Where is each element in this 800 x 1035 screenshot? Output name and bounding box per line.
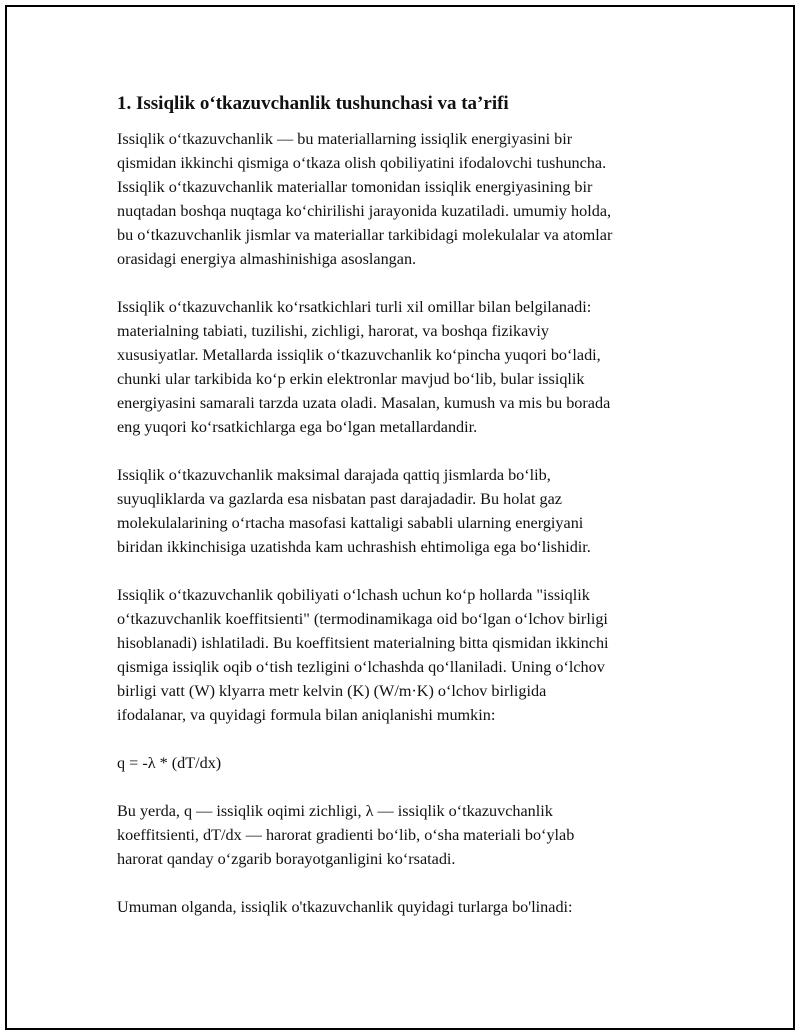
text-line: Issiqlik o‘tkazuvchanlik materiallar tomonidan issiqlik energiyasining bir [117, 178, 593, 196]
paragraph-coefficient [117, 583, 687, 727]
text-line: birligi vatt (W) klyarra metr kelvin (K) (W/m·K) o‘lchov birligida [117, 682, 547, 700]
section-heading: 1. Issiqlik o‘tkazuvchanlik tushunchasi va ta’rifi [117, 93, 509, 114]
formula [117, 751, 687, 775]
text-line: Issiqlik o‘tkazuvchanlik qobiliyati o‘lchash uchun ko‘p hollarda "issiqlik [117, 586, 590, 604]
text-line: suyuqliklarda va gazlarda esa nisbatan past darajadadir. Bu holat gaz [117, 490, 562, 508]
text-line: Issiqlik o‘tkazuvchanlik ko‘rsatkichlari turli xil omillar bilan belgilanadi: [117, 298, 592, 316]
paragraph-factors [117, 295, 687, 439]
text-line: Issiqlik o‘tkazuvchanlik maksimal darajada qattiq jismlarda bo‘lib, [117, 466, 551, 484]
text-line: orasidagi energiya almashinishiga asoslangan. [117, 250, 417, 268]
text-line: energiyasini samarali tarzda uzata oladi. Masalan, kumush va mis bu borada [117, 394, 611, 412]
text-line: hisoblanadi) ishlatiladi. Bu koeffitsient materialning bitta qismidan ikkinchi [117, 634, 609, 652]
text-line: Issiqlik o‘tkazuvchanlik — bu materiallarning issiqlik energiyasini bir [117, 130, 573, 148]
text-line: qismidan ikkinchi qismiga o‘tkaza olish qobiliyatini ifodalovchi tushuncha. [117, 154, 607, 172]
text-line: materialning tabiati, tuzilishi, zichligi, harorat, va boshqa fizikaviy [117, 322, 549, 340]
text-line: ifodalanar, va quyidagi formula bilan aniqlanishi mumkin: [117, 706, 496, 724]
paragraph-states [117, 463, 687, 559]
text-line: eng yuqori ko‘rsatkichlarga ega bo‘lgan metallardandir. [117, 418, 478, 436]
text-line: biridan ikkinchisiga uzatishda kam uchrashish ehtimoliga ega bo‘lishidir. [117, 538, 591, 556]
paragraph-summary [117, 895, 687, 919]
text-line: o‘tkazuvchanlik koeffitsienti" (termodinamikaga oid bo‘lgan o‘lchov birligi [117, 610, 608, 628]
paragraph-explanation [117, 799, 687, 871]
document-body [117, 92, 687, 943]
text-line: qismiga issiqlik oqib o‘tish tezligini o‘lchashda qo‘llaniladi. Uning o‘lchov [117, 658, 605, 676]
text-line: nuqtadan boshqa nuqtaga ko‘chirilishi jarayonida kuzatiladi. umumiy holda, [117, 202, 612, 220]
text-line: molekulalarining o‘rtacha masofasi kattaligi sababli ularning energiyani [117, 514, 584, 532]
text-line: Umuman olganda, issiqlik o'tkazuvchanlik quyidagi turlarga bo'linadi: [117, 898, 573, 916]
text-line: Bu yerda, q — issiqlik oqimi zichligi, λ — issiqlik o‘tkazuvchanlik [117, 802, 553, 820]
paragraph-definition [117, 127, 687, 271]
formula-line: q = -λ * (dT/dx) [117, 754, 222, 772]
text-line: harorat qanday o‘zgarib borayotganligini ko‘rsatadi. [117, 850, 456, 868]
text-line: chunki ular tarkibida ko‘p erkin elektronlar mavjud bo‘lib, bular issiqlik [117, 370, 585, 388]
text-line: xususiyatlar. Metallarda issiqlik o‘tkazuvchanlik ko‘pincha yuqori bo‘ladi, [117, 346, 601, 364]
text-line: koeffitsienti, dT/dx — harorat gradienti bo‘lib, o‘sha materiali bo‘ylab [117, 826, 575, 844]
text-line: bu o‘tkazuvchanlik jismlar va materiallar tarkibidagi molekulalar va atomlar [117, 226, 613, 244]
